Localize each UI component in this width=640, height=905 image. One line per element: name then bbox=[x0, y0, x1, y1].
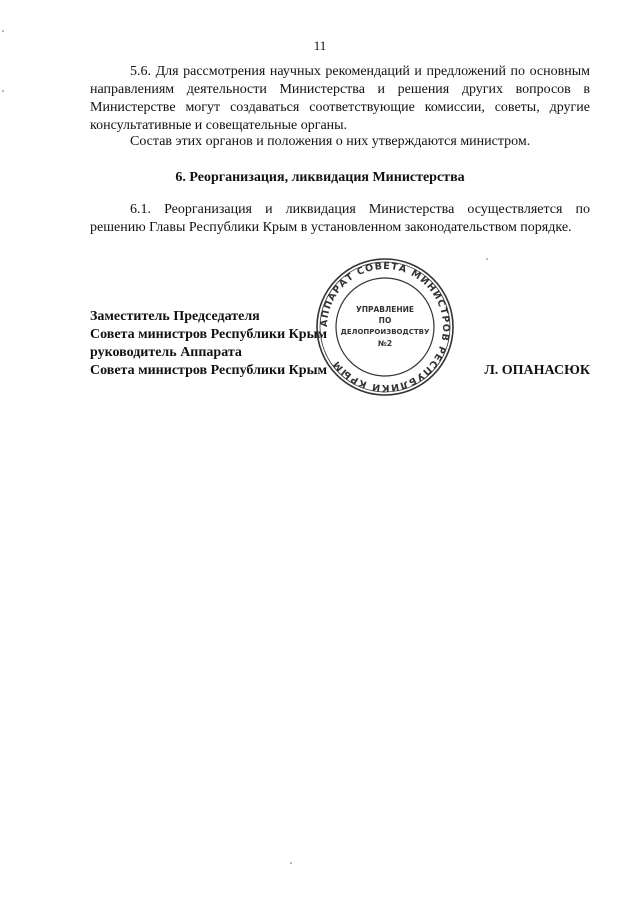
signature-title-line-3: руководитель Аппарата bbox=[90, 345, 242, 360]
scan-speck bbox=[2, 90, 4, 92]
stamp-center-line-3: ДЕЛОПРОИЗВОДСТВУ bbox=[340, 328, 430, 336]
stamp-center-line-2: ПО bbox=[378, 316, 392, 325]
signature-title-line-2: Совета министров Республики Крым bbox=[90, 327, 328, 342]
page-number: 11 bbox=[313, 38, 327, 53]
scan-speck bbox=[2, 30, 4, 32]
signer-name: Л. ОПАНАСЮК bbox=[484, 363, 590, 378]
paragraph-5-6 bbox=[90, 63, 590, 135]
section-6-heading: 6. Реорганизация, ликвидация Министерства bbox=[175, 170, 465, 185]
signature-block bbox=[90, 308, 327, 380]
signature-title-line-4: Совета министров Республики Крым bbox=[90, 363, 328, 378]
paragraph-6-1-text: 6.1. Реорганизация и ликвидация Министерства осуществляется по решению Главы Республики Крым в установленном законодательством порядке. bbox=[90, 202, 590, 235]
stamp-ring-textpath: АППАРАТ СОВЕТА МИНИСТРОВ РЕСПУБЛИКИ КРЫМ bbox=[318, 260, 452, 394]
signature-title-line-1: Заместитель Председателя bbox=[90, 309, 260, 324]
paragraph-5-6-composition-text: Состав этих органов и положения о них утверждаются министром. bbox=[130, 134, 531, 149]
stamp-center-line-1: УПРАВЛЕНИЕ bbox=[355, 305, 415, 314]
scan-speck bbox=[486, 258, 488, 260]
paragraph-5-6-composition bbox=[90, 133, 590, 151]
paragraph-6-1 bbox=[90, 201, 590, 237]
official-stamp-seal bbox=[314, 256, 456, 398]
stamp-ring-text bbox=[319, 261, 451, 393]
paragraph-5-6-text: 5.6. Для рассмотрения научных рекомендаций и предложений по основным направлениям деятельности Министерства и решения других вопросов в Министерстве могут создаваться соответствующие комиссии, советы, другие консультативные и совещательные органы. bbox=[90, 64, 590, 133]
stamp-center-line-4: №2 bbox=[377, 339, 393, 348]
scan-speck bbox=[290, 862, 292, 864]
official-stamp bbox=[314, 256, 456, 398]
